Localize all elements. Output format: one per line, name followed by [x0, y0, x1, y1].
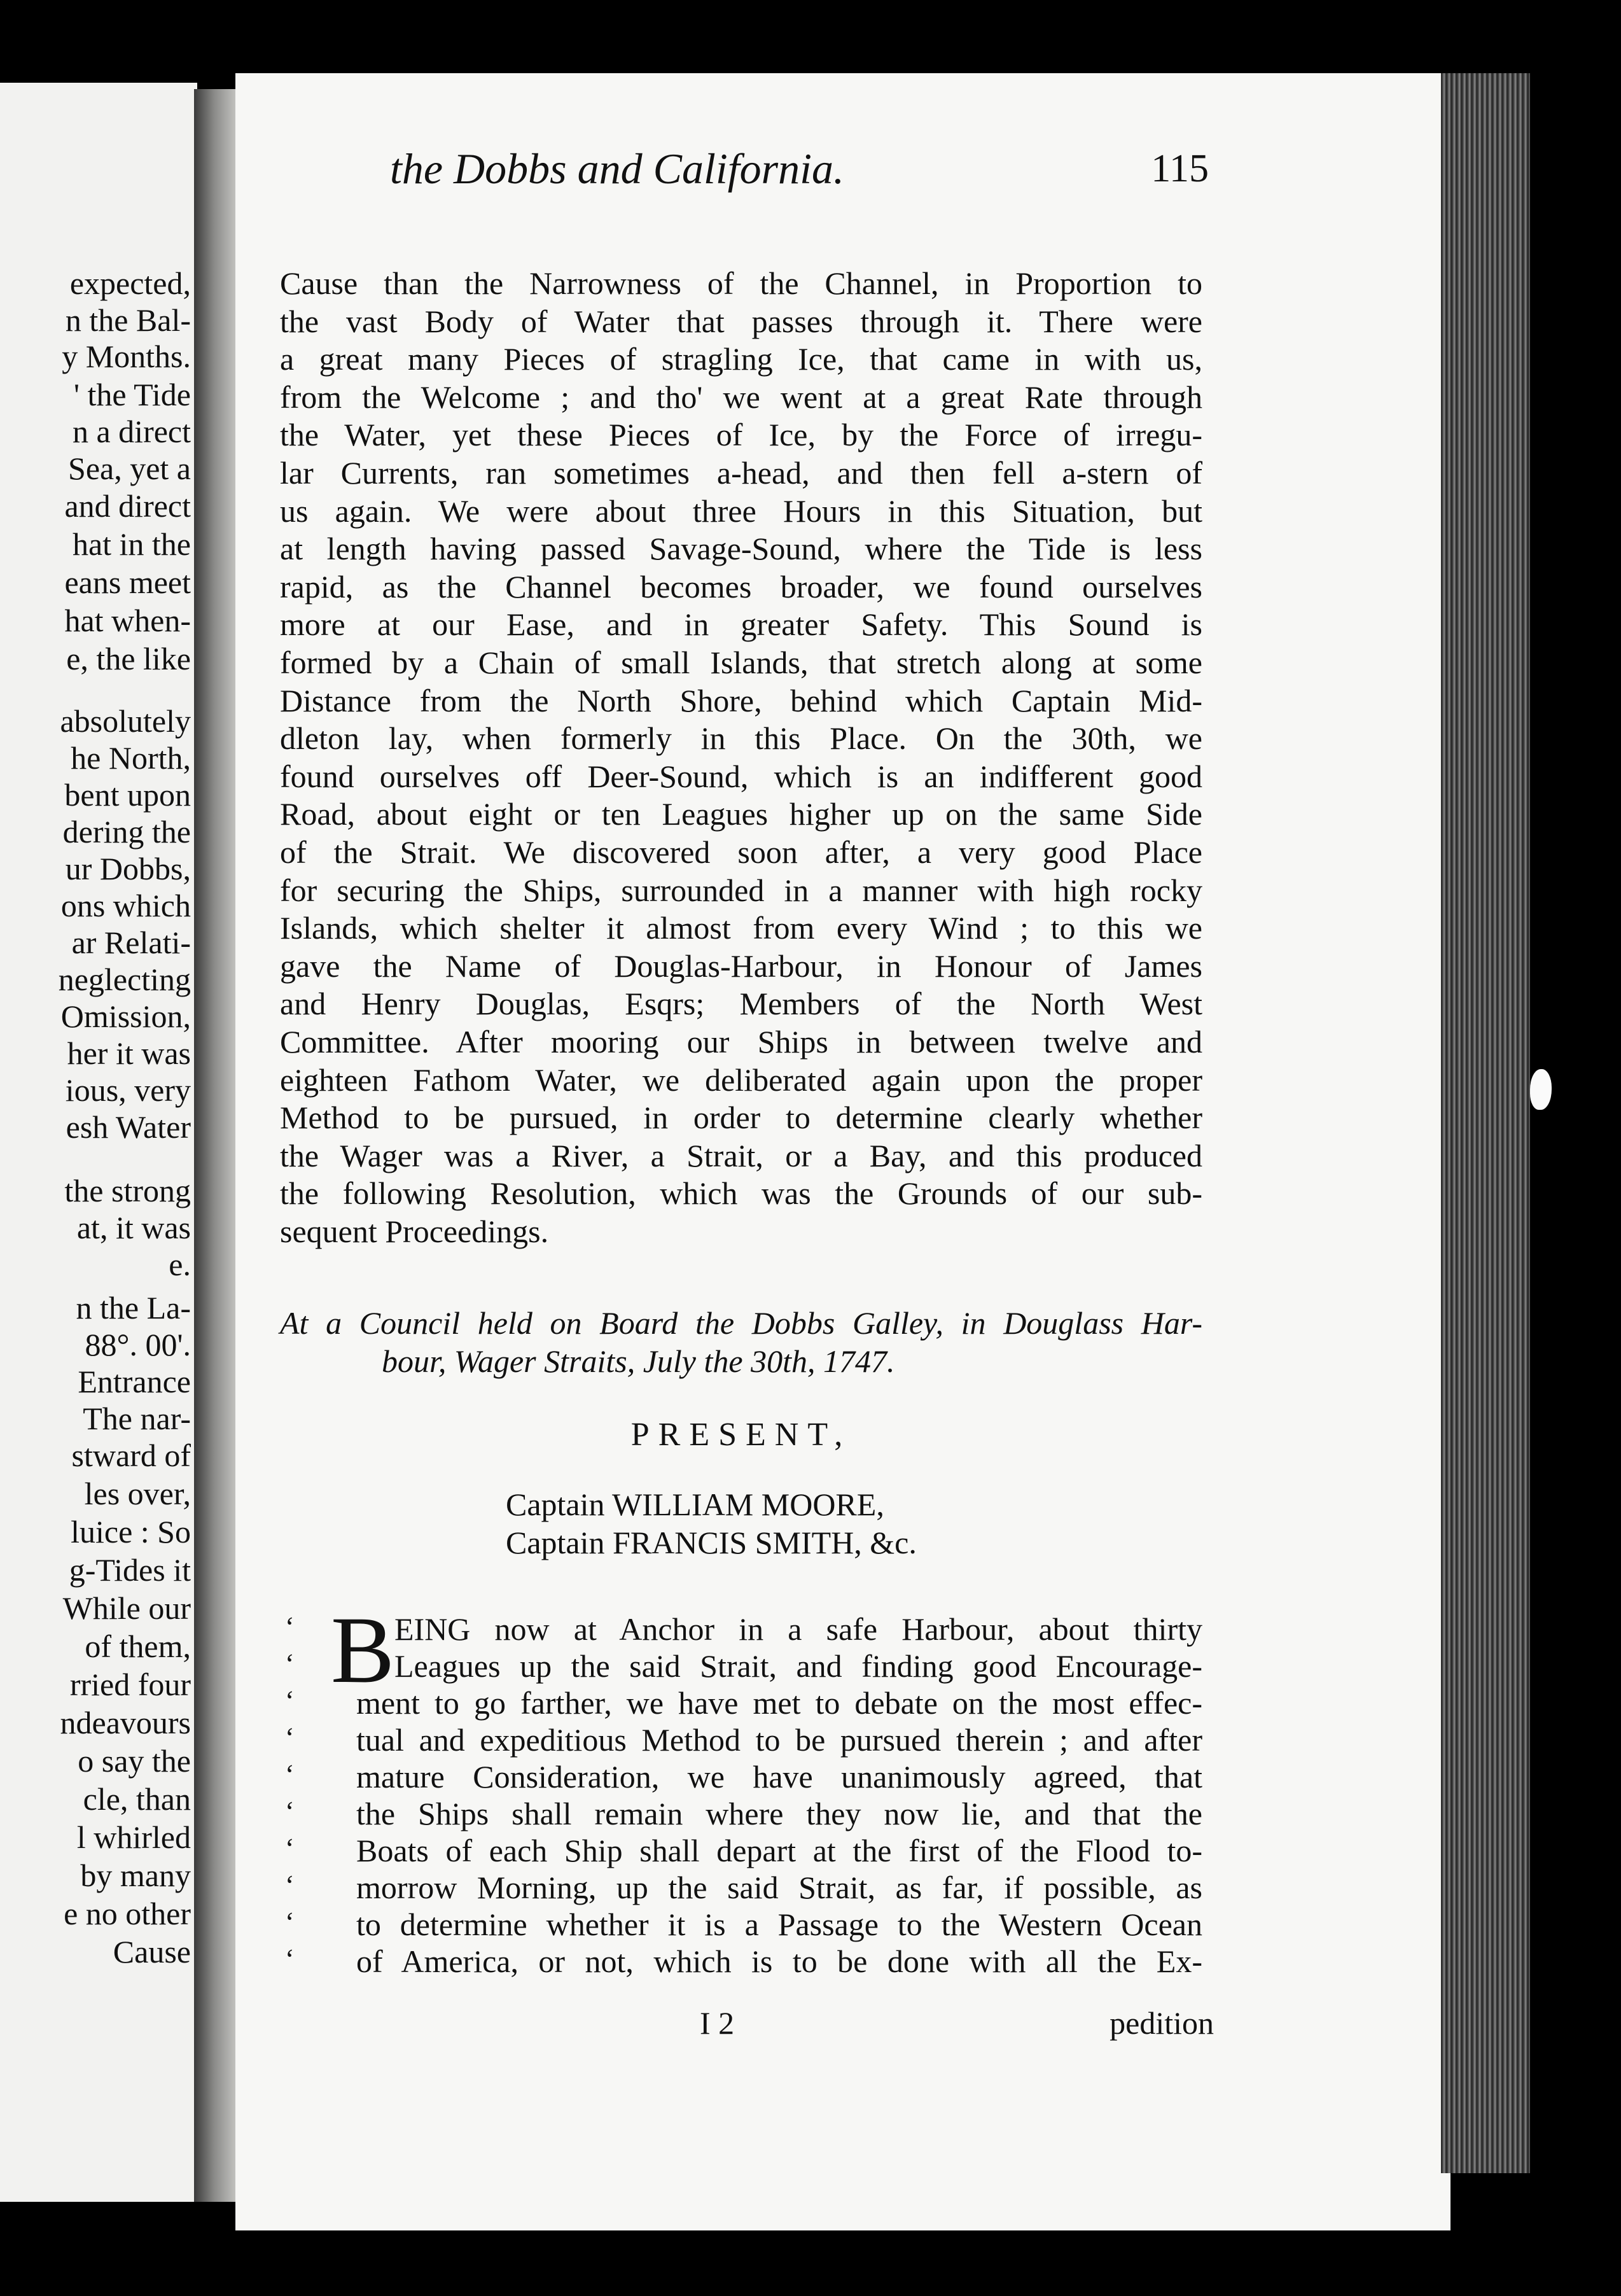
left-page-line: eans meet [64, 564, 191, 600]
quote-mark: ‘ [285, 1943, 295, 1975]
left-page-line: neglecting [58, 962, 191, 997]
resolution-line: Boats of each Ship shall depart at the first of the Flood to- [356, 1833, 1202, 1868]
council-heading-line-1: At a Council held on Board the Dobbs Galley, in Douglass Har- [280, 1305, 1202, 1341]
body-line: us again. We were about three Hours in this Situation, but [280, 493, 1202, 529]
body-line: the vast Body of Water that passes through it. There were [280, 304, 1202, 339]
left-page-line: l whirled [76, 1819, 191, 1855]
left-page-line: dering the [62, 814, 191, 850]
body-line: rapid, as the Channel becomes broader, we found ourselves [280, 569, 1202, 605]
attendee-1: Captain WILLIAM MOORE, [506, 1487, 884, 1522]
body-line: lar Currents, ran sometimes a-head, and then fell a-stern of [280, 455, 1202, 491]
left-page-line: stward of [71, 1438, 191, 1473]
body-line: gave the Name of Douglas-Harbour, in Honour of James [280, 948, 1202, 984]
left-page-line: cle, than [83, 1781, 191, 1817]
quote-mark: ‘ [285, 1796, 295, 1827]
resolution-line: morrow Morning, up the said Strait, as far, if possible, as [356, 1870, 1202, 1905]
quote-mark: ‘ [285, 1759, 295, 1790]
quote-mark: ‘ [285, 1907, 295, 1938]
left-page-line: les over, [84, 1476, 191, 1511]
body-line: formed by a Chain of small Islands, that stretch along at some [280, 645, 1202, 680]
body-line: for securing the Ships, surrounded in a manner with high rocky [280, 872, 1202, 908]
body-line: the Water, yet these Pieces of Ice, by the Force of irregu- [280, 417, 1202, 452]
quote-mark: ‘ [285, 1611, 295, 1642]
page-number: 115 [1151, 147, 1209, 190]
left-page-line: and direct [64, 488, 191, 524]
left-page-line: at, it was [76, 1210, 191, 1245]
left-page-line: ar Relati- [71, 925, 191, 960]
left-page-line: o say the [78, 1743, 191, 1779]
left-page-line: e. [169, 1247, 191, 1282]
resolution-line: Leagues up the said Strait, and finding good Encourage- [394, 1648, 1202, 1684]
running-head-title: the Dobbs and California. [389, 144, 845, 193]
council-heading-line-2: bour, Wager Straits, July the 30th, 1747. [382, 1343, 895, 1379]
left-page-line: While our [62, 1590, 191, 1626]
resolution-line: ment to go farther, we have met to debate on the most effec- [356, 1685, 1202, 1721]
body-line: eighteen Fathom Water, we deliberated again upon the proper [280, 1062, 1202, 1098]
book-gutter [194, 89, 239, 2202]
body-line: Islands, which shelter it almost from every Wind ; to this we [280, 910, 1202, 946]
left-page-line: ndeavours [60, 1705, 191, 1740]
resolution-line: EING now at Anchor in a safe Harbour, about thirty [394, 1611, 1202, 1647]
left-page-line: he North, [71, 740, 191, 776]
left-page-line: e, the like [66, 641, 191, 676]
left-page-line: Entrance [78, 1364, 191, 1399]
running-head [267, 137, 1209, 200]
margin-blot [1530, 1069, 1552, 1110]
left-page-line: n a direct [72, 414, 191, 449]
left-page-line: Cause [113, 1934, 191, 1970]
page-edges [1441, 73, 1530, 2173]
left-page-line: by many [80, 1858, 191, 1893]
body-line: and Henry Douglas, Esqrs; Members of the North West [280, 986, 1202, 1021]
left-page-line: expected, [69, 265, 191, 301]
left-page-line: ur Dobbs, [65, 851, 191, 886]
left-page-line: hat in the [72, 526, 191, 562]
left-page-line: 88°. 00'. [85, 1327, 191, 1362]
quote-mark: ‘ [285, 1833, 295, 1864]
body-line: from the Welcome ; and tho' we went at a great Rate through [280, 379, 1202, 415]
quote-mark: ‘ [285, 1648, 295, 1679]
quote-mark: ‘ [285, 1870, 295, 1901]
left-page-line: ' the Tide [73, 377, 191, 412]
quote-mark: ‘ [285, 1722, 295, 1753]
left-page-line: hat when- [64, 603, 191, 638]
body-line: Cause than the Narrowness of the Channel, in Proportion to [280, 265, 1202, 301]
resolution-line: the Ships shall remain where they now lie, and that the [356, 1796, 1202, 1831]
body-line: Method to be pursued, in order to determine clearly whether [280, 1100, 1202, 1135]
drop-cap: B [331, 1597, 395, 1703]
left-page-line: esh Water [66, 1109, 191, 1145]
body-line: dleton lay, when formerly in this Place. On the 30th, we [280, 720, 1202, 756]
body-line: the following Resolution, which was the Grounds of our sub- [280, 1175, 1202, 1211]
left-page-line: of them, [85, 1628, 191, 1664]
body-line: found ourselves off Deer-Sound, which is an indifferent good [280, 759, 1202, 794]
body-line: Distance from the North Shore, behind which Captain Mid- [280, 683, 1202, 718]
body-line: sequent Proceedings. [280, 1214, 549, 1249]
resolution-line: tual and expeditious Method to be pursued therein ; and after [356, 1722, 1202, 1758]
left-page-line: e no other [64, 1896, 191, 1931]
resolution-line: mature Consideration, we have unanimously agreed, that [356, 1759, 1202, 1795]
body-line: Committee. After mooring our Ships in between twelve and [280, 1024, 1202, 1060]
left-page-line: bent upon [64, 777, 191, 813]
resolution-line: to determine whether it is a Passage to the Western Ocean [356, 1907, 1202, 1942]
left-page-line: ons which [60, 888, 191, 923]
body-line: a great many Pieces of stragling Ice, that came in with us, [280, 341, 1202, 377]
left-page-line: her it was [67, 1035, 191, 1071]
left-page-line: Sea, yet a [68, 451, 191, 486]
present-heading: PRESENT, [630, 1417, 852, 1453]
left-page-line: n the La- [76, 1290, 191, 1326]
left-page-line: g-Tides it [69, 1552, 191, 1588]
left-page-line: n the Bal- [65, 302, 191, 338]
quote-mark: ‘ [285, 1685, 295, 1716]
left-page-line: Omission, [60, 998, 191, 1034]
body-line: the Wager was a River, a Strait, or a Bay, and this produced [280, 1138, 1202, 1173]
left-page-line: the strong [64, 1173, 191, 1208]
body-line: Road, about eight or ten Leagues higher up on the same Side [280, 796, 1202, 832]
body-line: of the Strait. We discovered soon after, a very good Place [280, 834, 1202, 870]
left-page-line: rried four [69, 1667, 191, 1702]
left-page-line: The nar- [83, 1401, 191, 1436]
catchword: pedition [1110, 2005, 1214, 2041]
body-line: at length having passed Savage-Sound, where the Tide is less [280, 531, 1202, 566]
left-page-line: ious, very [65, 1072, 191, 1108]
left-page-line: luice : So [71, 1514, 191, 1550]
left-page-line: absolutely [60, 703, 191, 739]
left-page-line: y Months. [62, 339, 191, 374]
resolution-line: of America, or not, which is to be done with all the Ex- [356, 1943, 1202, 1979]
signature-mark: I 2 [700, 2005, 735, 2041]
body-line: more at our Ease, and in greater Safety. This Sound is [280, 606, 1202, 642]
attendee-2: Captain FRANCIS SMITH, &c. [506, 1525, 917, 1560]
